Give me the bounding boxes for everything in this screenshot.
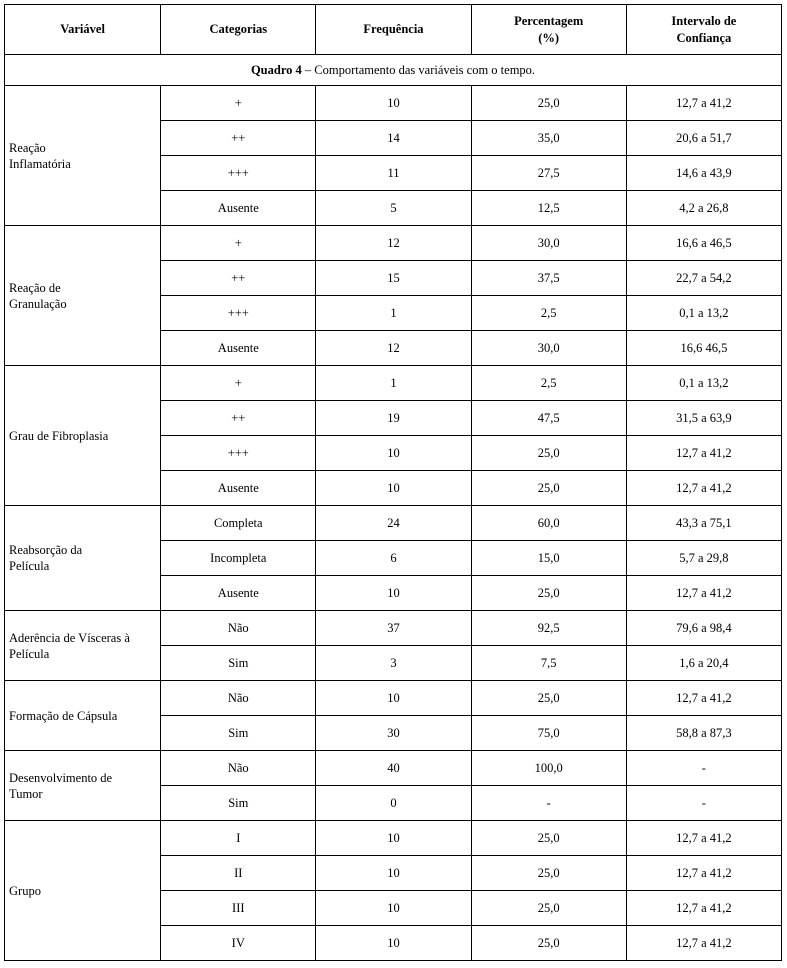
table-row	[5, 86, 782, 121]
category-cell: Incompleta	[161, 541, 316, 576]
percentage-cell: -	[471, 786, 626, 821]
frequency-cell: 19	[316, 401, 471, 436]
percentage-cell: 25,0	[471, 681, 626, 716]
confidence-interval-cell: 12,7 a 41,2	[626, 926, 781, 961]
table-row	[5, 506, 782, 541]
table-row	[5, 611, 782, 646]
data-table	[4, 4, 782, 961]
percentage-cell: 35,0	[471, 121, 626, 156]
frequency-cell: 10	[316, 436, 471, 471]
header-row	[5, 5, 782, 55]
percentage-cell: 2,5	[471, 366, 626, 401]
frequency-cell: 10	[316, 891, 471, 926]
category-cell: +++	[161, 156, 316, 191]
frequency-cell: 10	[316, 576, 471, 611]
percentage-cell: 60,0	[471, 506, 626, 541]
percentage-cell: 25,0	[471, 436, 626, 471]
category-cell: +	[161, 86, 316, 121]
table-row	[5, 681, 782, 716]
variable-cell	[5, 751, 161, 821]
frequency-cell: 10	[316, 856, 471, 891]
confidence-interval-cell: 58,8 a 87,3	[626, 716, 781, 751]
variable-cell	[5, 366, 161, 506]
caption-label: Quadro 4	[250, 62, 302, 77]
frequency-cell: 15	[316, 261, 471, 296]
category-cell: ++	[161, 261, 316, 296]
header-percentagem	[471, 5, 626, 55]
header-intervalo-text: Intervalo de Confiança	[671, 13, 737, 45]
percentage-cell: 92,5	[471, 611, 626, 646]
confidence-interval-cell: 31,5 a 63,9	[626, 401, 781, 436]
variable-cell	[5, 611, 161, 681]
percentage-cell: 37,5	[471, 261, 626, 296]
frequency-cell: 37	[316, 611, 471, 646]
percentage-cell: 25,0	[471, 891, 626, 926]
percentage-cell: 25,0	[471, 86, 626, 121]
frequency-cell: 12	[316, 331, 471, 366]
category-cell: Completa	[161, 506, 316, 541]
category-cell: +	[161, 226, 316, 261]
table-caption-row	[5, 55, 782, 86]
table-row	[5, 226, 782, 261]
percentage-cell: 2,5	[471, 296, 626, 331]
category-cell: Não	[161, 681, 316, 716]
confidence-interval-cell: 12,7 a 41,2	[626, 576, 781, 611]
frequency-cell: 30	[316, 716, 471, 751]
variable-label: Aderência de Vísceras à Película	[9, 630, 130, 661]
header-percentagem-text: Percentagem (%)	[514, 13, 584, 45]
percentage-cell: 30,0	[471, 226, 626, 261]
confidence-interval-cell: 12,7 a 41,2	[626, 821, 781, 856]
table-row	[5, 821, 782, 856]
confidence-interval-cell: 16,6 a 46,5	[626, 226, 781, 261]
percentage-cell: 75,0	[471, 716, 626, 751]
percentage-cell: 25,0	[471, 576, 626, 611]
frequency-cell: 10	[316, 681, 471, 716]
percentage-cell: 27,5	[471, 156, 626, 191]
frequency-cell: 11	[316, 156, 471, 191]
frequency-cell: 1	[316, 366, 471, 401]
category-cell: II	[161, 856, 316, 891]
variable-cell	[5, 86, 161, 226]
category-cell: III	[161, 891, 316, 926]
category-cell: +++	[161, 296, 316, 331]
frequency-cell: 3	[316, 646, 471, 681]
category-cell: Não	[161, 751, 316, 786]
category-cell: +	[161, 366, 316, 401]
frequency-cell: 0	[316, 786, 471, 821]
category-cell: Ausente	[161, 471, 316, 506]
variable-cell	[5, 821, 161, 961]
variable-label: Reabsorção da Película	[9, 543, 83, 573]
frequency-cell: 12	[316, 226, 471, 261]
percentage-cell: 100,0	[471, 751, 626, 786]
category-cell: Ausente	[161, 331, 316, 366]
category-cell: Sim	[161, 786, 316, 821]
frequency-cell: 14	[316, 121, 471, 156]
header-variavel: Variável	[5, 5, 161, 55]
variable-label: Desenvolvimento de Tumor	[9, 770, 113, 801]
frequency-cell: 5	[316, 191, 471, 226]
variable-cell	[5, 681, 161, 751]
percentage-cell: 47,5	[471, 401, 626, 436]
confidence-interval-cell: 22,7 a 54,2	[626, 261, 781, 296]
header-categorias: Categorias	[161, 5, 316, 55]
confidence-interval-cell: 14,6 a 43,9	[626, 156, 781, 191]
category-cell: I	[161, 821, 316, 856]
confidence-interval-cell: 20,6 a 51,7	[626, 121, 781, 156]
variable-label: Grau de Fibroplasia	[9, 428, 109, 443]
confidence-interval-cell: 12,7 a 41,2	[626, 856, 781, 891]
confidence-interval-cell: 12,7 a 41,2	[626, 86, 781, 121]
percentage-cell: 25,0	[471, 856, 626, 891]
confidence-interval-cell: 5,7 a 29,8	[626, 541, 781, 576]
percentage-cell: 25,0	[471, 471, 626, 506]
confidence-interval-cell: 16,6 46,5	[626, 331, 781, 366]
percentage-cell: 25,0	[471, 821, 626, 856]
frequency-cell: 10	[316, 821, 471, 856]
category-cell: +++	[161, 436, 316, 471]
header-frequencia: Frequência	[316, 5, 471, 55]
confidence-interval-cell: 12,7 a 41,2	[626, 471, 781, 506]
confidence-interval-cell: 0,1 a 13,2	[626, 366, 781, 401]
confidence-interval-cell: 12,7 a 41,2	[626, 436, 781, 471]
percentage-cell: 7,5	[471, 646, 626, 681]
confidence-interval-cell: 0,1 a 13,2	[626, 296, 781, 331]
confidence-interval-cell: -	[626, 751, 781, 786]
frequency-cell: 10	[316, 471, 471, 506]
percentage-cell: 12,5	[471, 191, 626, 226]
frequency-cell: 40	[316, 751, 471, 786]
document-page	[4, 4, 782, 961]
frequency-cell: 10	[316, 86, 471, 121]
table-body	[5, 86, 782, 961]
table-row	[5, 751, 782, 786]
confidence-interval-cell: 1,6 a 20,4	[626, 646, 781, 681]
variable-label: Reação de Granulação	[9, 280, 67, 311]
confidence-interval-cell: -	[626, 786, 781, 821]
confidence-interval-cell: 12,7 a 41,2	[626, 681, 781, 716]
frequency-cell: 6	[316, 541, 471, 576]
header-intervalo	[626, 5, 781, 55]
confidence-interval-cell: 4,2 a 26,8	[626, 191, 781, 226]
category-cell: Sim	[161, 716, 316, 751]
variable-cell	[5, 506, 161, 611]
confidence-interval-cell: 79,6 a 98,4	[626, 611, 781, 646]
frequency-cell: 10	[316, 926, 471, 961]
percentage-cell: 15,0	[471, 541, 626, 576]
variable-cell	[5, 226, 161, 366]
category-cell: Ausente	[161, 191, 316, 226]
table-row	[5, 366, 782, 401]
variable-label: Grupo	[9, 883, 41, 898]
category-cell: Ausente	[161, 576, 316, 611]
category-cell: IV	[161, 926, 316, 961]
caption-text: – Comportamento das variáveis com o tempo.	[301, 62, 536, 77]
category-cell: ++	[161, 121, 316, 156]
variable-label: Reação Inflamatória	[9, 140, 71, 171]
category-cell: Sim	[161, 646, 316, 681]
variable-label: Formação de Cápsula	[9, 708, 118, 723]
frequency-cell: 24	[316, 506, 471, 541]
category-cell: Não	[161, 611, 316, 646]
category-cell: ++	[161, 401, 316, 436]
percentage-cell: 25,0	[471, 926, 626, 961]
table-caption	[5, 55, 782, 86]
percentage-cell: 30,0	[471, 331, 626, 366]
confidence-interval-cell: 43,3 a 75,1	[626, 506, 781, 541]
confidence-interval-cell: 12,7 a 41,2	[626, 891, 781, 926]
frequency-cell: 1	[316, 296, 471, 331]
